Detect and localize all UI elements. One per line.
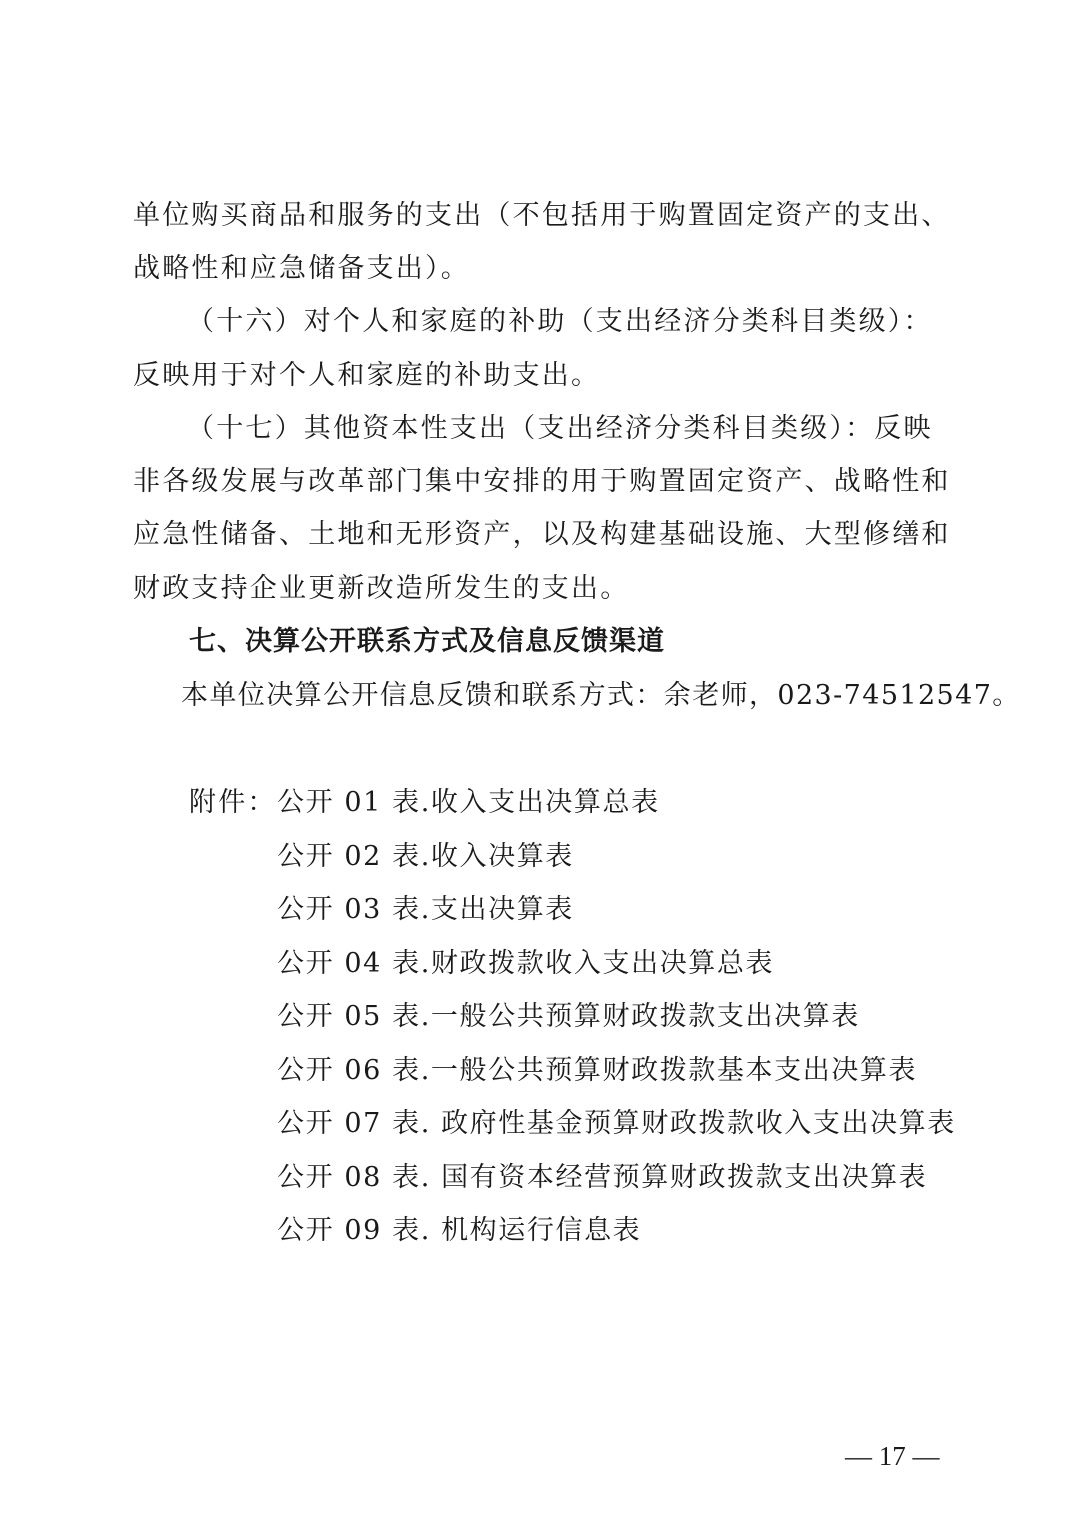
paragraph-line: 应急性储备、土地和无形资产，以及构建基础设施、大型修缮和 [133,519,951,550]
paragraph-line: （十七）其他资本性支出（支出经济分类科目类级）：反映 [187,413,933,444]
attachment-item: 公开 02 表.收入决算表 [277,841,574,872]
attachment-item: 公开 04 表.财政拨款收入支出决算总表 [277,948,775,979]
attachment-item: 公开 07 表. 政府性基金预算财政拨款收入支出决算表 [277,1108,956,1139]
attachment-label: 附件： [189,787,277,818]
section-heading: 七、决算公开联系方式及信息反馈渠道 [189,626,665,657]
attachment-item: 公开 09 表. 机构运行信息表 [277,1215,642,1246]
attachment-item: 公开 08 表. 国有资本经营预算财政拨款支出决算表 [277,1162,928,1193]
paragraph-line: 单位购买商品和服务的支出（不包括用于购置固定资产的支出、 [133,200,951,231]
attachment-item: 公开 03 表.支出决算表 [277,894,574,925]
paragraph-line: 反映用于对个人和家庭的补助支出。 [133,360,601,391]
paragraph-line: 财政支持企业更新改造所发生的支出。 [133,573,630,604]
paragraph-line: （十六）对个人和家庭的补助（支出经济分类科目类级）： [187,306,933,337]
page-number: — 17 — [845,1441,940,1471]
attachment-item: 公开 06 表.一般公共预算财政拨款基本支出决算表 [277,1055,918,1086]
paragraph-line: 战略性和应急储备支出）。 [133,253,470,284]
attachment-item: 公开 05 表.一般公共预算财政拨款支出决算表 [277,1001,860,1032]
attachment-item: 公开 01 表.收入支出决算总表 [277,787,660,818]
paragraph-line: 非各级发展与改革部门集中安排的用于购置固定资产、战略性和 [133,466,951,497]
contact-info: 本单位决算公开信息反馈和联系方式：余老师，023-74512547。 [181,680,1021,711]
